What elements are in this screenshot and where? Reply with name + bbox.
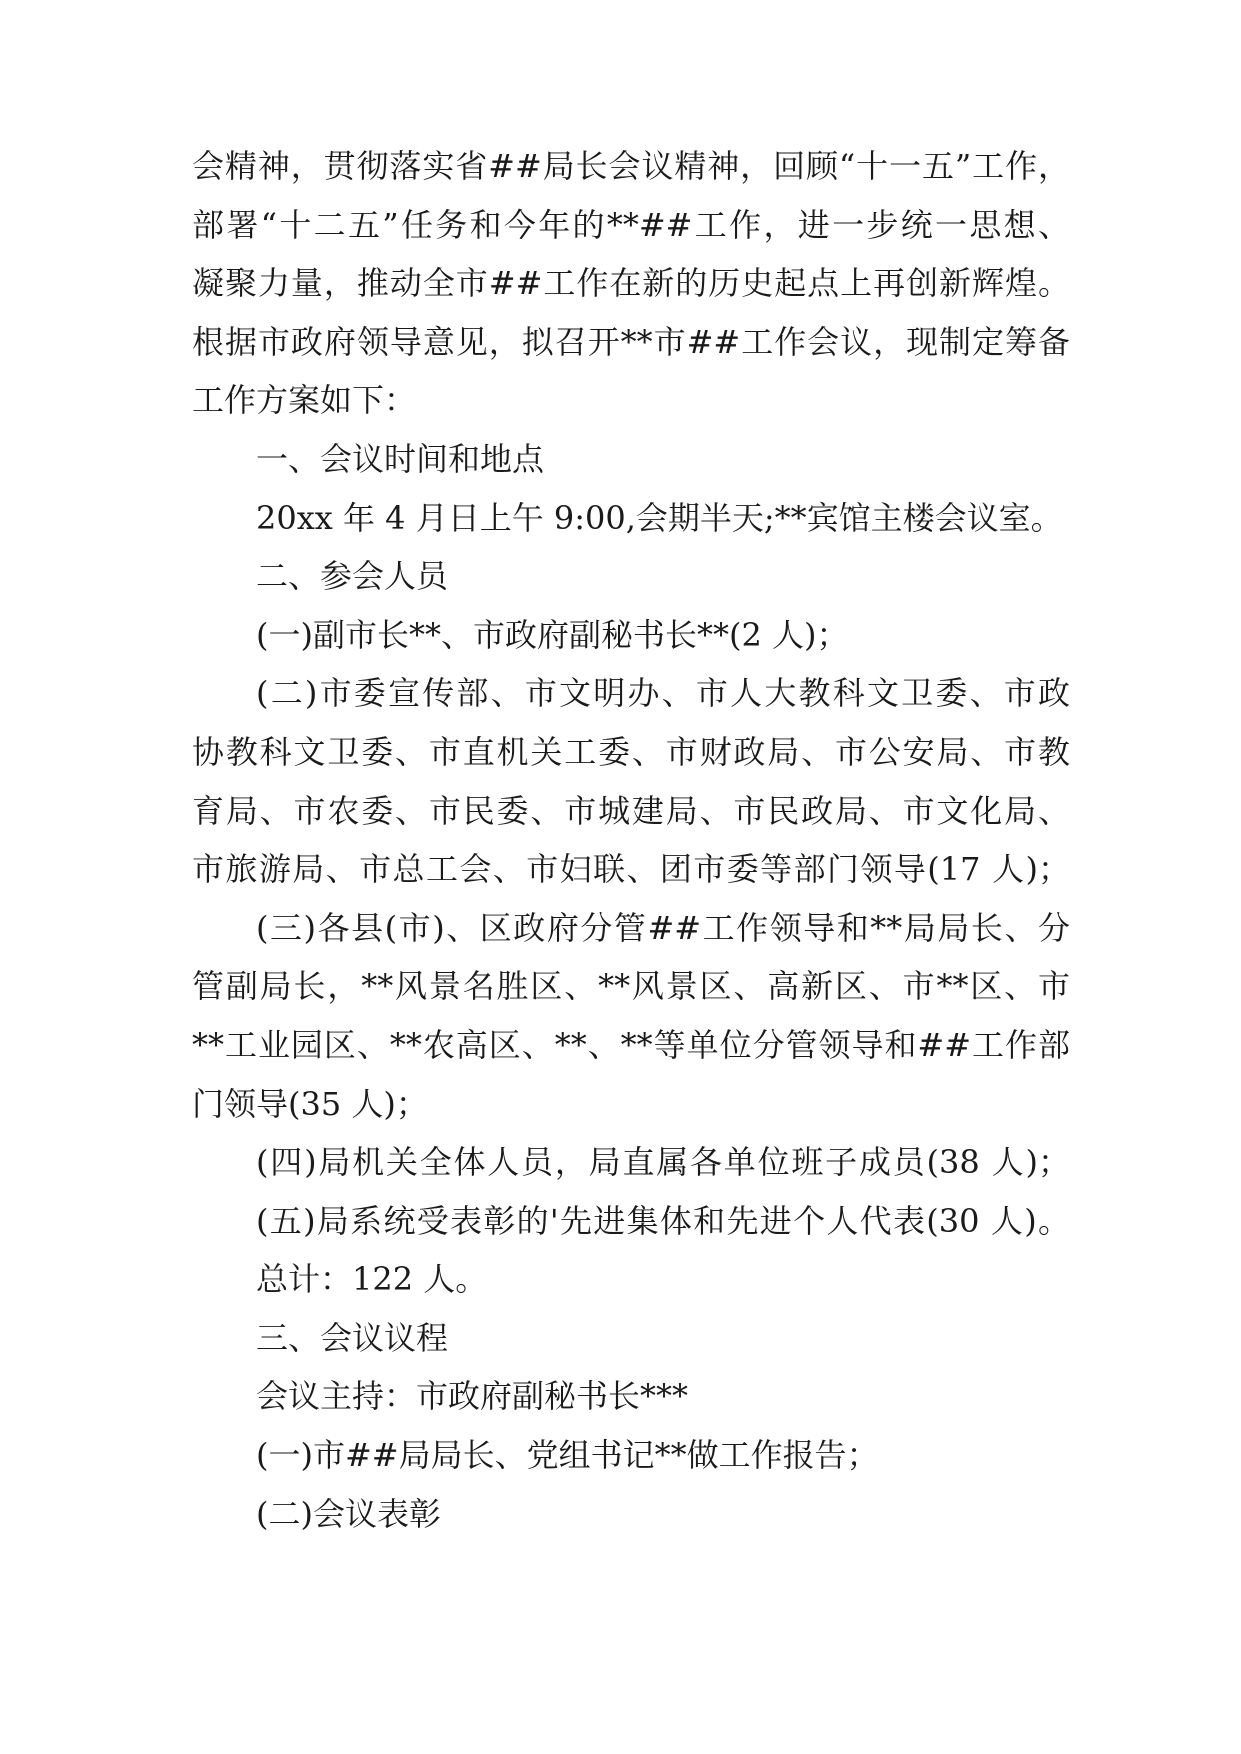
text-line: (二)会议表彰 <box>256 1494 441 1533</box>
text-line: 二、参会人员 <box>256 557 449 596</box>
text-line: (五)局系统受表彰的'先进集体和先进个人代表(30 人)。 <box>256 1201 1070 1240</box>
text-line: 根据市政府领导意见，拟召开**市##工作会议，现制定筹备 <box>192 322 1070 361</box>
text-line: 部署“十二五”任务和今年的**##工作，进一步统一思想、 <box>192 205 1070 244</box>
text-line: 凝聚力量，推动全市##工作在新的历史起点上再创新辉煌。 <box>192 264 1070 303</box>
text-line: (三)各县(市)、区政府分管##工作领导和**局局长、分 <box>256 908 1070 947</box>
text-line: 总计：122 人。 <box>256 1260 488 1299</box>
text-line: 一、会议时间和地点 <box>256 439 545 478</box>
text-line: **工业园区、**农高区、**、**等单位分管领导和##工作部 <box>192 1025 1070 1064</box>
text-line: 工作方案如下： <box>192 381 417 420</box>
text-line: 管副局长，**风景名胜区、**风景区、高新区、市**区、市 <box>192 967 1070 1006</box>
text-line: 市旅游局、市总工会、市妇联、团市委等部门领导(17 人)； <box>192 850 1070 889</box>
document-body <box>192 137 1070 1543</box>
text-line: (一)副市长**、市政府副秘书长**(2 人)； <box>256 615 849 654</box>
text-line: 会议主持：市政府副秘书长*** <box>256 1377 689 1416</box>
text-line: 门领导(35 人)； <box>192 1084 428 1123</box>
text-line: 20xx 年 4 月日上午 9:00,会期半天;**宾馆主楼会议室。 <box>256 498 1063 537</box>
text-line: 会精神，贯彻落实省##局长会议精神，回顾“十一五”工作， <box>192 147 1070 185</box>
text-line: 协教科文卫委、市直机关工委、市财政局、市公安局、市教 <box>192 732 1070 771</box>
text-line: 育局、市农委、市民委、市城建局、市民政局、市文化局、 <box>192 791 1070 830</box>
text-line: (二)市委宣传部、市文明办、市人大教科文卫委、市政 <box>256 674 1070 713</box>
text-line: (一)市##局局长、党组书记**做工作报告； <box>256 1436 879 1475</box>
text-line: 三、会议议程 <box>256 1318 449 1357</box>
text-line: (四)局机关全体人员，局直属各单位班子成员(38 人)； <box>256 1143 1070 1182</box>
